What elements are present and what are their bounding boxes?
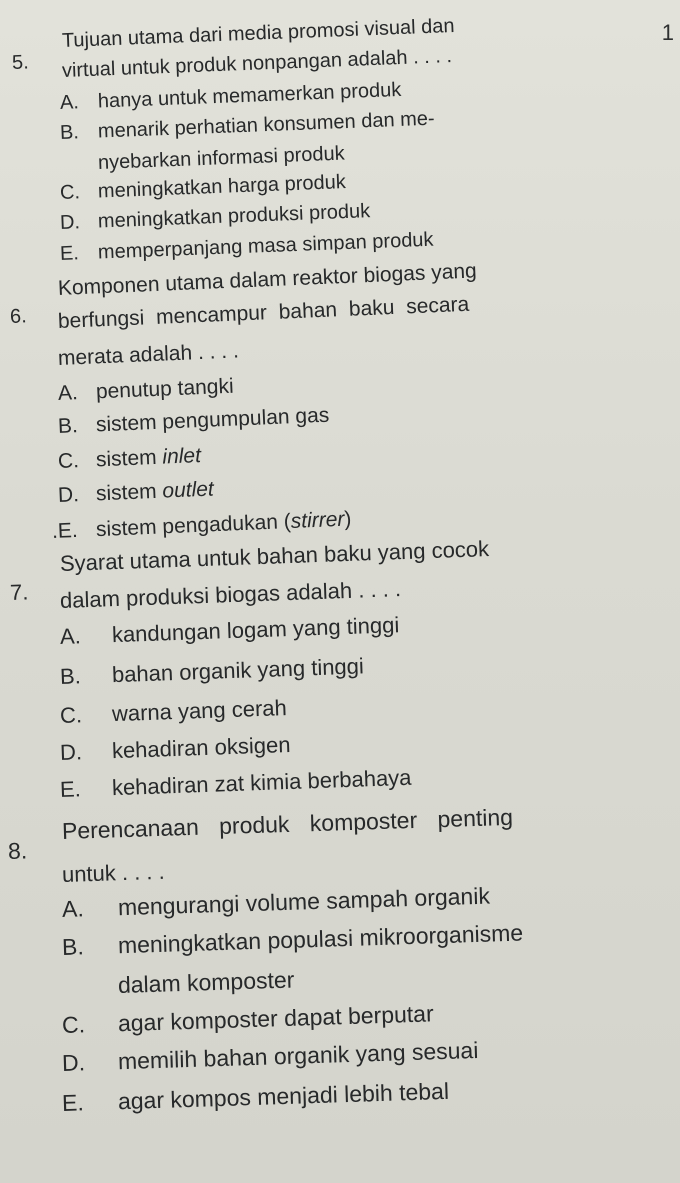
option-text: kehadiran zat kimia berbahaya — [111, 764, 412, 801]
question-number: 7. — [9, 579, 29, 605]
option-italic-term: outlet — [161, 477, 215, 503]
option-letter: E. — [59, 776, 82, 802]
option-text: meningkatkan populasi mikroorganisme — [117, 919, 524, 959]
question-number: 8. — [7, 837, 28, 864]
option-text: bahan organik yang tinggi — [111, 653, 365, 688]
option-text: memperpanjang masa simpan produk — [97, 228, 434, 264]
option-text: menarik perhatian konsumen dan me- — [97, 107, 435, 143]
option-d — [60, 200, 371, 235]
option-text: sistem — [95, 479, 163, 506]
option-letter: D. — [61, 1049, 86, 1076]
option-letter: A. — [59, 623, 82, 649]
option-continuation: nyebarkan informasi produk — [97, 142, 346, 174]
option-text: meningkatkan harga produk — [97, 171, 347, 203]
option-text-after: ) — [343, 507, 352, 531]
option-letter: B. — [57, 414, 79, 438]
option-text: penutup tangki — [95, 374, 235, 404]
option-text: sistem pengumpulan gas — [95, 403, 330, 437]
option-text: memilih bahan organik yang sesuai — [117, 1036, 479, 1075]
question-stem-line: berfungsi mencampur bahan baku secara — [57, 292, 470, 333]
option-letter: D. — [57, 483, 80, 507]
question-stem-line: untuk . . . . — [61, 858, 166, 887]
question-stem-line: merata adalah . . . . — [57, 339, 240, 370]
option-letter: E. — [61, 1089, 85, 1116]
option-letter: A. — [59, 91, 80, 114]
option-e — [62, 1078, 450, 1117]
option-text: kandungan logam yang tinggi — [111, 612, 400, 648]
option-e — [60, 229, 434, 266]
option-e — [51, 507, 351, 544]
option-text: warna yang cerah — [111, 695, 288, 727]
option-c — [57, 444, 201, 474]
page-number: 1 — [661, 20, 674, 45]
option-letter: C. — [61, 1011, 86, 1038]
option-letter: B. — [59, 121, 80, 144]
option-text: sistem pengadukan ( — [95, 510, 292, 542]
option-letter: D. — [59, 211, 81, 234]
option-text: agar kompos menjadi lebih tebal — [117, 1077, 450, 1115]
option-letter: C. — [57, 449, 80, 473]
option-italic-term: inlet — [161, 444, 202, 469]
option-a — [60, 79, 402, 115]
option-letter: B. — [59, 663, 82, 689]
option-italic-term: stirrer — [290, 507, 345, 533]
question-number: 5. — [11, 51, 30, 74]
option-d — [60, 732, 291, 766]
option-c — [60, 171, 347, 205]
question-stem-line: Tujuan utama dari media promosi visual dan — [61, 14, 455, 52]
question-stem-line: virtual untuk produk nonpangan adalah . . . . — [61, 45, 453, 82]
option-b — [62, 920, 524, 961]
option-letter: D. — [59, 739, 83, 765]
option-a — [57, 375, 234, 406]
option-b — [60, 108, 435, 145]
question-stem-line: Perencanaan produk komposter penting — [61, 803, 514, 844]
option-letter: C. — [59, 702, 83, 728]
option-text: sistem — [95, 445, 163, 472]
option-c — [60, 695, 288, 729]
option-letter: A. — [57, 381, 79, 405]
question-stem-line: Komponen utama dalam reaktor biogas yang — [57, 259, 478, 300]
option-b — [57, 404, 329, 439]
question-stem-line: Syarat utama untuk bahan baku yang cocok — [59, 536, 490, 576]
option-letter: A. — [61, 895, 85, 922]
question-number: 6. — [9, 305, 28, 328]
option-continuation: dalam komposter — [117, 966, 295, 998]
option-text: hanya untuk memamerkan produk — [97, 78, 402, 113]
option-text: meningkatkan produksi produk — [97, 200, 371, 233]
option-text: kehadiran oksigen — [111, 731, 291, 764]
option-a — [60, 612, 400, 650]
option-letter: B. — [61, 933, 85, 960]
option-letter: .E. — [51, 518, 79, 543]
option-b — [60, 653, 365, 690]
option-d — [62, 1037, 479, 1077]
question-stem-line: dalam produksi biogas adalah . . . . — [59, 576, 402, 613]
option-text: mengurangi volume sampah organik — [117, 882, 491, 921]
option-text: agar komposter dapat berputar — [117, 1000, 435, 1037]
option-e — [60, 765, 412, 803]
option-a — [62, 883, 491, 923]
option-d — [57, 477, 214, 508]
option-letter: C. — [59, 181, 81, 204]
option-letter: E. — [59, 242, 80, 265]
option-c — [62, 1000, 434, 1039]
